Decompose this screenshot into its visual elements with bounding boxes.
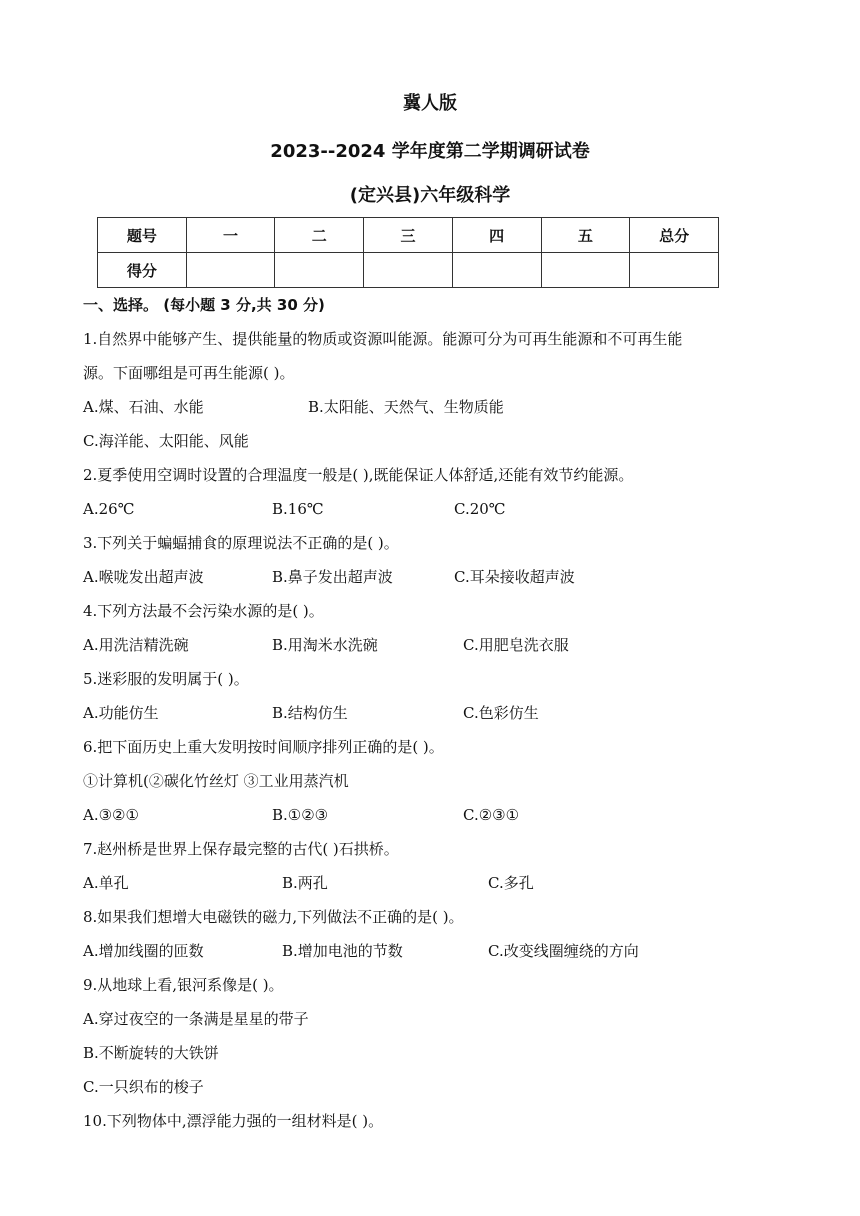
publisher-title: 冀人版: [403, 93, 457, 114]
question-3-option-c: C.耳朵接收超声波: [454, 568, 575, 586]
question-8-option-a: A.增加线圈的匝数: [83, 942, 204, 960]
header-cell-3: 三: [364, 218, 453, 253]
question-7-option-b: B.两孔: [282, 874, 328, 892]
score-cell-1[interactable]: [186, 253, 275, 288]
score-cell-3[interactable]: [364, 253, 453, 288]
question-2-option-a: A.26℃: [83, 500, 135, 518]
question-3-option-b: B.鼻子发出超声波: [272, 568, 393, 586]
score-table-score-row: [98, 253, 719, 288]
question-2-text: 2.夏季使用空调时设置的合理温度一般是( ),既能保证人体舒适,还能有效节约能源。: [83, 466, 634, 484]
question-6-option-b: B.①②③: [272, 806, 329, 824]
exam-title: 2023--2024 学年度第二学期调研试卷: [270, 141, 590, 162]
section-1-heading: 一、选择。 (每小题 3 分,共 30 分): [83, 296, 325, 314]
question-5-option-a: A.功能仿生: [83, 704, 159, 722]
question-6-items: ①计算机(②碳化竹丝灯 ③工业用蒸汽机: [83, 772, 349, 790]
question-7-option-c: C.多孔: [488, 874, 534, 892]
question-6-option-c: C.②③①: [463, 806, 520, 824]
question-4-option-c: C.用肥皂洗衣服: [463, 636, 569, 654]
score-cell-4[interactable]: [452, 253, 541, 288]
header-cell-1: 一: [186, 218, 275, 253]
header-cell-number: 题号: [98, 218, 187, 253]
question-4-option-a: A.用洗洁精洗碗: [83, 636, 189, 654]
question-5-text: 5.迷彩服的发明属于( )。: [83, 670, 249, 688]
score-cell-total[interactable]: [630, 253, 719, 288]
question-7-option-a: A.单孔: [83, 874, 129, 892]
score-table-header-row: [98, 218, 719, 253]
score-cell-2[interactable]: [275, 253, 364, 288]
header-cell-total: 总分: [630, 218, 719, 253]
question-2-option-b: B.16℃: [272, 500, 324, 518]
question-1-text: 1.自然界中能够产生、提供能量的物质或资源叫能源。能源可分为可再生能源和不可再生能: [83, 330, 683, 348]
question-8-option-c: C.改变线圈缠绕的方向: [488, 942, 639, 960]
header-cell-5: 五: [541, 218, 630, 253]
question-4-text: 4.下列方法最不会污染水源的是( )。: [83, 602, 324, 620]
question-9-option-a: A.穿过夜空的一条满是星星的带子: [83, 1010, 309, 1028]
question-9-text: 9.从地球上看,银河系像是( )。: [83, 976, 284, 994]
question-4-option-b: B.用淘米水洗碗: [272, 636, 378, 654]
score-table: [97, 217, 719, 288]
question-3-option-a: A.喉咙发出超声波: [83, 568, 204, 586]
question-3-text: 3.下列关于蝙蝠捕食的原理说法不正确的是( )。: [83, 534, 399, 552]
question-6-text: 6.把下面历史上重大发明按时间顺序排列正确的是( )。: [83, 738, 444, 756]
header-cell-2: 二: [275, 218, 364, 253]
question-1-text-cont: 源。下面哪组是可再生能源( )。: [83, 364, 295, 382]
question-6-option-a: A.③②①: [83, 806, 139, 824]
question-2-option-c: C.20℃: [454, 500, 506, 518]
question-1-option-b: B.太阳能、天然气、生物质能: [308, 398, 504, 416]
header-cell-4: 四: [452, 218, 541, 253]
score-row-label: 得分: [98, 253, 187, 288]
score-cell-5[interactable]: [541, 253, 630, 288]
question-1-option-a: A.煤、石油、水能: [83, 398, 204, 416]
question-7-text: 7.赵州桥是世界上保存最完整的古代( )石拱桥。: [83, 840, 399, 858]
question-9-option-b: B.不断旋转的大铁饼: [83, 1044, 219, 1062]
question-1-option-c: C.海洋能、太阳能、风能: [83, 432, 249, 450]
question-5-option-b: B.结构仿生: [272, 704, 348, 722]
exam-subtitle: (定兴县)六年级科学: [349, 185, 511, 206]
question-8-text: 8.如果我们想增大电磁铁的磁力,下列做法不正确的是( )。: [83, 908, 464, 926]
question-9-option-c: C.一只织布的梭子: [83, 1078, 204, 1096]
question-10-text: 10.下列物体中,漂浮能力强的一组材料是( )。: [83, 1112, 384, 1130]
question-5-option-c: C.色彩仿生: [463, 704, 539, 722]
question-8-option-b: B.增加电池的节数: [282, 942, 403, 960]
